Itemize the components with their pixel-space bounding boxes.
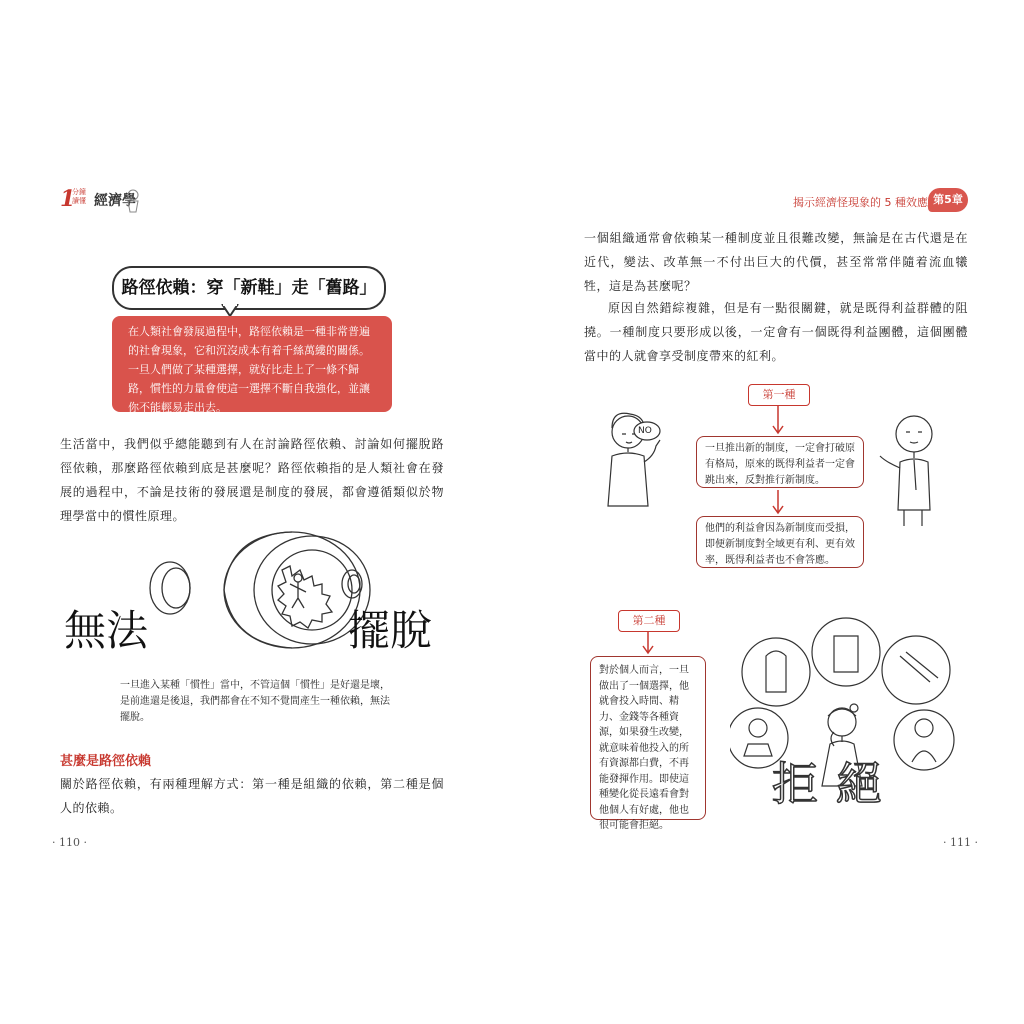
arrow-down-icon <box>770 490 786 516</box>
type1-label: 第一種 <box>748 384 810 406</box>
type2-label: 第二種 <box>618 610 680 632</box>
illustration-caption: 一旦進入某種「慣性」當中，不管這個「慣性」是好還是壞，是前進還是後退，我們都會在不知不覺間產生一種依賴，無法擺脫。 <box>120 680 390 723</box>
arrow-down-icon <box>770 406 786 436</box>
chapter-badge: 第5章 <box>928 188 968 212</box>
book-title: 經濟學 <box>94 193 136 209</box>
type1-box1: 一旦推出新的制度，一定會打破原有格局，原來的既得利益者一定會跳出來，反對推行新制度。 <box>696 436 864 488</box>
body-paragraph: 關於路徑依賴，有兩種理解方式：第一種是組織的依賴，第二種是個人的依賴。 <box>60 777 444 815</box>
illustration-word-left: 無法 <box>64 606 149 655</box>
illustration-word-right: 擺脫 <box>348 606 433 655</box>
arrow-down-icon <box>640 632 656 656</box>
type1-box2: 他們的利益會因為新制度而受損，即便新制度對全域更有利、更有效率，既得利益者也不會答應。 <box>696 516 864 568</box>
type2-box: 對於個人而言，一旦做出了一個選擇，他就會投入時間、精力、金錢等各種資源，如果發生改變，就意味着他投入的所有資源都白費，不再能發揮作用。即使這種變化從長遠看會對他個人有好處，他也很可能會拒絕。 <box>590 656 706 820</box>
body-paragraph: 一個組織通常會依賴某一種制度並且很難改變，無論是在古代還是在近代，變法、改革無一不付出巨大的代價，甚至常常伴隨着流血犧牲，這是為甚麼呢？ <box>584 231 968 293</box>
logo-number: 1 <box>60 186 76 212</box>
body-paragraph: 原因自然錯綜複雜，但是有一點很關鍵，就是既得利益群體的阻撓。一種制度只要形成以後，一定會有一個既得利益團體，這個團體當中的人就會享受制度帶來的紅利。 <box>584 301 968 363</box>
logo-small-text: 分鐘 讀懂 <box>72 188 86 205</box>
subheading: 甚麼是路徑依賴 <box>60 754 152 769</box>
reject-word: 拒絕 <box>772 757 900 811</box>
section-title: 路徑依賴：穿「新鞋」走「舊路」 <box>112 266 386 310</box>
page-number-right: · 111 · <box>943 836 978 849</box>
chapter-title: 揭示經濟怪現象的 5 種效應 <box>793 196 928 209</box>
summary-box: 在人類社會發展過程中，路徑依賴是一種非常普遍的社會現象，它和沉沒成本有着千絲萬縷的關係。一旦人們做了某種選擇，就好比走上了一條不歸路，慣性的力量會使這一選擇不斷自我強化，並讓你不能輕易走出去。 <box>112 316 392 412</box>
page-number-left: · 110 · <box>52 836 87 849</box>
man-figure-illustration <box>876 410 946 530</box>
body-paragraph: 生活當中，我們似乎總能聽到有人在討論路徑依賴、討論如何擺脫路徑依賴，那麼路徑依賴到底是甚麼呢？路徑依賴指的是人類社會在發展的過程中，不論是技術的發展還是制度的發展，都會遵循類似於物理學當中的慣性原理。 <box>60 437 444 523</box>
mascot-icon <box>122 188 144 214</box>
speech-bubble-text: NO <box>638 426 652 436</box>
